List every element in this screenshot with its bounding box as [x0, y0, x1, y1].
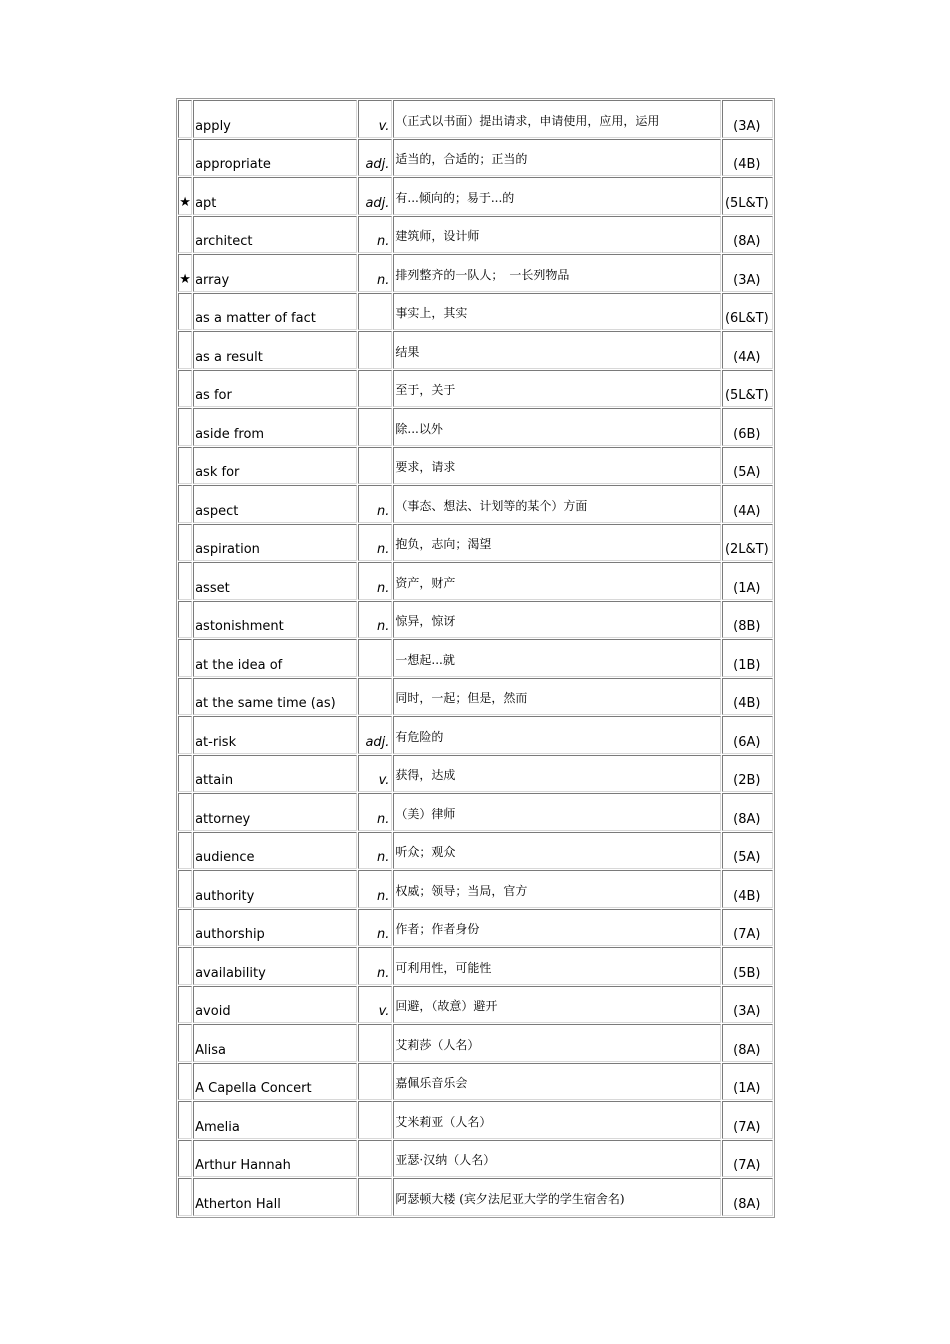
- definition: 除...以外: [393, 408, 720, 446]
- vocabulary-table-body: [178, 100, 773, 1216]
- unit-reference: (1A): [722, 562, 773, 600]
- star-marker: [178, 1063, 192, 1101]
- table-row: [178, 947, 773, 985]
- table-row: [178, 832, 773, 870]
- unit-reference: (4B): [722, 678, 773, 716]
- unit-reference: (2L&T): [722, 524, 773, 562]
- star-marker: [178, 408, 192, 446]
- vocab-word: Atherton Hall: [193, 1178, 357, 1216]
- unit-reference: (4B): [722, 139, 773, 177]
- part-of-speech: n.: [358, 524, 392, 562]
- vocab-word: astonishment: [193, 601, 357, 639]
- definition: （美）律师: [393, 793, 720, 831]
- unit-reference: (5A): [722, 832, 773, 870]
- star-marker: [178, 447, 192, 485]
- star-marker: [178, 370, 192, 408]
- table-row: [178, 331, 773, 369]
- unit-reference: (1B): [722, 639, 773, 677]
- star-marker: ★: [178, 177, 192, 215]
- table-row: [178, 678, 773, 716]
- star-marker: [178, 485, 192, 523]
- definition: 建筑师，设计师: [393, 216, 720, 254]
- vocab-word: Alisa: [193, 1024, 357, 1062]
- vocab-word: as a result: [193, 331, 357, 369]
- unit-reference: (6B): [722, 408, 773, 446]
- part-of-speech: n.: [358, 601, 392, 639]
- star-marker: [178, 870, 192, 908]
- definition: 抱负，志向；渴望: [393, 524, 720, 562]
- table-row: [178, 909, 773, 947]
- definition: （正式以书面）提出请求，申请使用，应用，运用: [393, 100, 720, 138]
- vocab-word: authority: [193, 870, 357, 908]
- part-of-speech: n.: [358, 793, 392, 831]
- unit-reference: (2B): [722, 755, 773, 793]
- table-row: [178, 1101, 773, 1139]
- vocab-word: A Capella Concert: [193, 1063, 357, 1101]
- definition: 要求，请求: [393, 447, 720, 485]
- vocab-word: avoid: [193, 986, 357, 1024]
- unit-reference: (3A): [722, 986, 773, 1024]
- vocab-word: availability: [193, 947, 357, 985]
- definition: 嘉佩乐音乐会: [393, 1063, 720, 1101]
- star-marker: [178, 331, 192, 369]
- table-row: [178, 1024, 773, 1062]
- unit-reference: (3A): [722, 254, 773, 292]
- star-marker: [178, 986, 192, 1024]
- vocabulary-table: [176, 98, 775, 1218]
- definition: （事态、想法、计划等的某个）方面: [393, 485, 720, 523]
- definition: 听众；观众: [393, 832, 720, 870]
- star-marker: [178, 139, 192, 177]
- part-of-speech: n.: [358, 947, 392, 985]
- unit-reference: (7A): [722, 1140, 773, 1178]
- star-marker: [178, 100, 192, 138]
- table-row: [178, 139, 773, 177]
- star-marker: [178, 1140, 192, 1178]
- unit-reference: (8A): [722, 793, 773, 831]
- vocab-word: aside from: [193, 408, 357, 446]
- definition: 可利用性，可能性: [393, 947, 720, 985]
- part-of-speech: adj.: [358, 716, 392, 754]
- vocab-word: audience: [193, 832, 357, 870]
- table-row: [178, 870, 773, 908]
- part-of-speech: [358, 1101, 392, 1139]
- vocab-word: at the idea of: [193, 639, 357, 677]
- unit-reference: (8A): [722, 1024, 773, 1062]
- table-row: [178, 601, 773, 639]
- table-row: [178, 639, 773, 677]
- unit-reference: (7A): [722, 1101, 773, 1139]
- star-marker: [178, 793, 192, 831]
- definition: 有危险的: [393, 716, 720, 754]
- star-marker: [178, 947, 192, 985]
- definition: 艾莉莎（人名）: [393, 1024, 720, 1062]
- part-of-speech: n.: [358, 254, 392, 292]
- table-row: [178, 986, 773, 1024]
- part-of-speech: [358, 447, 392, 485]
- definition: 惊异，惊讶: [393, 601, 720, 639]
- definition: 获得，达成: [393, 755, 720, 793]
- vocab-word: appropriate: [193, 139, 357, 177]
- star-marker: [178, 716, 192, 754]
- star-marker: [178, 1178, 192, 1216]
- star-marker: [178, 562, 192, 600]
- vocab-word: at-risk: [193, 716, 357, 754]
- vocab-word: at the same time (as): [193, 678, 357, 716]
- part-of-speech: [358, 1140, 392, 1178]
- part-of-speech: adj.: [358, 139, 392, 177]
- unit-reference: (5B): [722, 947, 773, 985]
- part-of-speech: n.: [358, 216, 392, 254]
- part-of-speech: [358, 678, 392, 716]
- star-marker: [178, 832, 192, 870]
- unit-reference: (7A): [722, 909, 773, 947]
- definition: 艾米莉亚（人名）: [393, 1101, 720, 1139]
- part-of-speech: [358, 1063, 392, 1101]
- definition: 权威；领导；当局，官方: [393, 870, 720, 908]
- unit-reference: (5L&T): [722, 177, 773, 215]
- table-row: [178, 1178, 773, 1216]
- part-of-speech: v.: [358, 100, 392, 138]
- table-row: [178, 216, 773, 254]
- unit-reference: (5L&T): [722, 370, 773, 408]
- table-row: [178, 485, 773, 523]
- part-of-speech: [358, 408, 392, 446]
- definition: 有...倾向的；易于...的: [393, 177, 720, 215]
- star-marker: [178, 1024, 192, 1062]
- star-marker: [178, 909, 192, 947]
- definition: 事实上，其实: [393, 293, 720, 331]
- definition: 同时，一起；但是，然而: [393, 678, 720, 716]
- vocab-word: attorney: [193, 793, 357, 831]
- table-row: [178, 524, 773, 562]
- vocab-word: Amelia: [193, 1101, 357, 1139]
- table-row: [178, 100, 773, 138]
- definition: 一想起...就: [393, 639, 720, 677]
- star-marker: [178, 678, 192, 716]
- part-of-speech: v.: [358, 755, 392, 793]
- unit-reference: (1A): [722, 1063, 773, 1101]
- vocab-word: asset: [193, 562, 357, 600]
- table-row: [178, 716, 773, 754]
- vocab-word: attain: [193, 755, 357, 793]
- part-of-speech: [358, 1024, 392, 1062]
- unit-reference: (6A): [722, 716, 773, 754]
- part-of-speech: [358, 331, 392, 369]
- definition: 排列整齐的一队人； 一长列物品: [393, 254, 720, 292]
- vocab-word: apply: [193, 100, 357, 138]
- star-marker: [178, 755, 192, 793]
- unit-reference: (4A): [722, 331, 773, 369]
- unit-reference: (3A): [722, 100, 773, 138]
- part-of-speech: n.: [358, 832, 392, 870]
- unit-reference: (4A): [722, 485, 773, 523]
- part-of-speech: v.: [358, 986, 392, 1024]
- table-row: [178, 793, 773, 831]
- star-marker: ★: [178, 254, 192, 292]
- unit-reference: (8A): [722, 1178, 773, 1216]
- star-marker: [178, 293, 192, 331]
- definition: 适当的，合适的；正当的: [393, 139, 720, 177]
- unit-reference: (6L&T): [722, 293, 773, 331]
- part-of-speech: [358, 1178, 392, 1216]
- definition: 作者；作者身份: [393, 909, 720, 947]
- star-marker: [178, 639, 192, 677]
- unit-reference: (8A): [722, 216, 773, 254]
- table-row: [178, 1140, 773, 1178]
- vocab-word: Arthur Hannah: [193, 1140, 357, 1178]
- definition: 资产，财产: [393, 562, 720, 600]
- definition: 回避，（故意）避开: [393, 986, 720, 1024]
- part-of-speech: [358, 639, 392, 677]
- vocab-word: array: [193, 254, 357, 292]
- part-of-speech: n.: [358, 562, 392, 600]
- vocab-word: authorship: [193, 909, 357, 947]
- vocab-word: aspiration: [193, 524, 357, 562]
- table-row: [178, 293, 773, 331]
- table-row: [178, 447, 773, 485]
- vocab-word: architect: [193, 216, 357, 254]
- definition: 结果: [393, 331, 720, 369]
- table-row: [178, 755, 773, 793]
- table-row: [178, 562, 773, 600]
- part-of-speech: n.: [358, 909, 392, 947]
- table-row: [178, 177, 773, 215]
- table-row: [178, 254, 773, 292]
- part-of-speech: adj.: [358, 177, 392, 215]
- star-marker: [178, 524, 192, 562]
- unit-reference: (4B): [722, 870, 773, 908]
- star-marker: [178, 216, 192, 254]
- table-row: [178, 408, 773, 446]
- definition: 亚瑟·汉纳（人名）: [393, 1140, 720, 1178]
- vocab-word: ask for: [193, 447, 357, 485]
- unit-reference: (8B): [722, 601, 773, 639]
- star-marker: [178, 601, 192, 639]
- part-of-speech: [358, 293, 392, 331]
- vocab-word: as for: [193, 370, 357, 408]
- star-marker: [178, 1101, 192, 1139]
- definition: 阿瑟顿大楼 (宾夕法尼亚大学的学生宿舍名): [393, 1178, 720, 1216]
- part-of-speech: [358, 370, 392, 408]
- table-row: [178, 1063, 773, 1101]
- vocab-word: as a matter of fact: [193, 293, 357, 331]
- unit-reference: (5A): [722, 447, 773, 485]
- part-of-speech: n.: [358, 485, 392, 523]
- vocab-word: aspect: [193, 485, 357, 523]
- part-of-speech: n.: [358, 870, 392, 908]
- table-row: [178, 370, 773, 408]
- definition: 至于，关于: [393, 370, 720, 408]
- vocab-word: apt: [193, 177, 357, 215]
